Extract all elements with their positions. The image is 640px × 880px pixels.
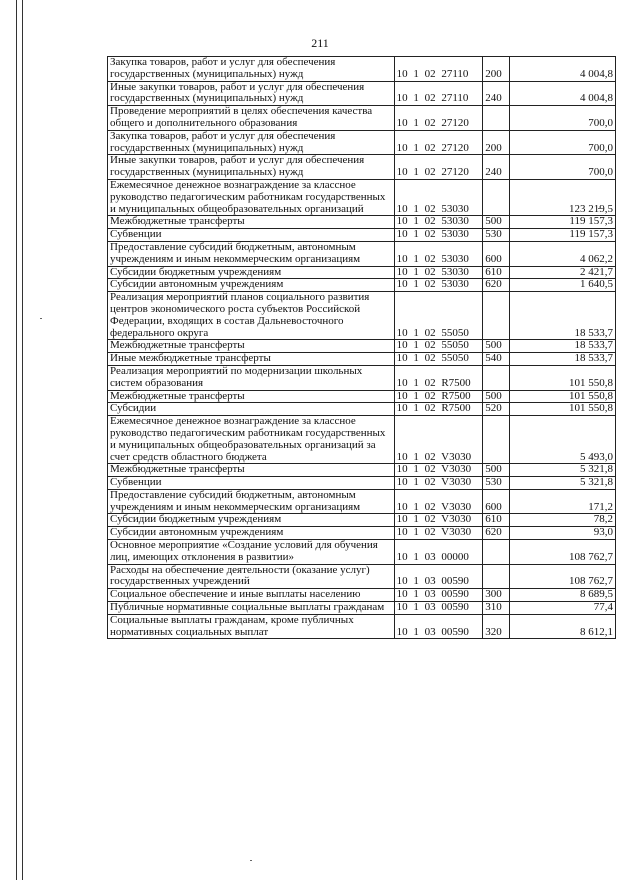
- row-expense-type: 310: [483, 602, 510, 615]
- row-expense-type: 500: [483, 340, 510, 353]
- row-expense-type: 320: [483, 614, 510, 639]
- row-code: 10 1 02 R7500: [394, 403, 483, 416]
- scan-margin-line: [16, 0, 17, 880]
- row-name: Социальные выплаты гражданам, кроме публичных нормативных социальных выплат: [108, 614, 395, 639]
- row-code: 10 1 02 53030: [394, 179, 483, 215]
- row-amount: 700,0: [510, 130, 616, 155]
- row-amount: 171,2: [510, 489, 616, 514]
- row-code: 10 1 03 00590: [394, 564, 483, 589]
- row-amount: 108 762,7: [510, 540, 616, 565]
- row-name: Закупка товаров, работ и услуг для обеспечения государственных (муниципальных) нужд: [108, 130, 395, 155]
- budget-table-body: [108, 57, 616, 639]
- row-code: 10 1 03 00000: [394, 540, 483, 565]
- row-code: 10 1 02 55050: [394, 292, 483, 340]
- table-row: [108, 229, 616, 242]
- row-amount: 700,0: [510, 155, 616, 180]
- row-name: Субвенции: [108, 229, 395, 242]
- row-name: Субсидии автономным учреждениям: [108, 279, 395, 292]
- row-expense-type: 300: [483, 589, 510, 602]
- row-code: 10 1 02 53030: [394, 279, 483, 292]
- row-expense-type: 500: [483, 390, 510, 403]
- row-code: 10 1 02 53030: [394, 266, 483, 279]
- row-expense-type: [483, 292, 510, 340]
- row-name: Предоставление субсидий бюджетным, автономным учреждениям и иным некоммерческим организациям: [108, 489, 395, 514]
- row-code: 10 1 03 00590: [394, 614, 483, 639]
- row-code: 10 1 02 V3030: [394, 416, 483, 464]
- row-name: Межбюджетные трансферты: [108, 390, 395, 403]
- row-amount: 108 762,7: [510, 564, 616, 589]
- row-amount: 8 689,5: [510, 589, 616, 602]
- row-name: Ежемесячное денежное вознаграждение за классное руководство педагогическим работникам государственных и муниципальных общеобразовательных организаций: [108, 179, 395, 215]
- row-amount: 119 157,3: [510, 216, 616, 229]
- row-expense-type: 610: [483, 266, 510, 279]
- page-number: 211: [311, 36, 329, 50]
- table-row: [108, 589, 616, 602]
- table-row: [108, 155, 616, 180]
- row-code: 10 1 02 R7500: [394, 390, 483, 403]
- row-amount: 2 421,7: [510, 266, 616, 279]
- table-row: [108, 130, 616, 155]
- table-row: [108, 477, 616, 490]
- row-expense-type: 240: [483, 155, 510, 180]
- row-amount: 18 533,7: [510, 340, 616, 353]
- row-amount: 101 550,8: [510, 403, 616, 416]
- row-name: Субсидии бюджетным учреждениям: [108, 266, 395, 279]
- row-code: 10 1 03 00590: [394, 602, 483, 615]
- row-code: 10 1 02 55050: [394, 353, 483, 366]
- row-name: Ежемесячное денежное вознаграждение за классное руководство педагогическим работникам государственных и муниципальных общеобразовательных организаций за счет средств областного бюджета: [108, 416, 395, 464]
- table-row: [108, 241, 616, 266]
- row-expense-type: 620: [483, 279, 510, 292]
- row-expense-type: 500: [483, 464, 510, 477]
- row-code: 10 1 02 27120: [394, 155, 483, 180]
- row-code: 10 1 02 V3030: [394, 527, 483, 540]
- row-expense-type: [483, 540, 510, 565]
- table-row: [108, 527, 616, 540]
- table-row: [108, 81, 616, 106]
- row-amount: 101 550,8: [510, 365, 616, 390]
- row-amount: 18 533,7: [510, 353, 616, 366]
- table-row: [108, 279, 616, 292]
- row-expense-type: 530: [483, 477, 510, 490]
- row-expense-type: 200: [483, 130, 510, 155]
- scan-margin-line: [22, 0, 23, 880]
- row-name: Межбюджетные трансферты: [108, 216, 395, 229]
- row-expense-type: 610: [483, 514, 510, 527]
- row-expense-type: [483, 564, 510, 589]
- row-expense-type: [483, 106, 510, 131]
- table-row: [108, 540, 616, 565]
- row-expense-type: 500: [483, 216, 510, 229]
- scan-speck: [40, 318, 42, 319]
- row-amount: 123 219,5: [510, 179, 616, 215]
- row-name: Субвенции: [108, 477, 395, 490]
- table-row: [108, 602, 616, 615]
- row-name: Реализация мероприятий по модернизации школьных систем образования: [108, 365, 395, 390]
- row-name: Расходы на обеспечение деятельности (оказание услуг) государственных учреждений: [108, 564, 395, 589]
- table-row: [108, 416, 616, 464]
- row-expense-type: 240: [483, 81, 510, 106]
- row-name: Иные закупки товаров, работ и услуг для обеспечения государственных (муниципальных) нужд: [108, 155, 395, 180]
- table-row: [108, 564, 616, 589]
- table-row: [108, 179, 616, 215]
- row-code: 10 1 02 27120: [394, 130, 483, 155]
- row-name: Межбюджетные трансферты: [108, 464, 395, 477]
- row-amount: 77,4: [510, 602, 616, 615]
- row-code: 10 1 02 53030: [394, 216, 483, 229]
- row-amount: 700,0: [510, 106, 616, 131]
- budget-table: [107, 56, 616, 639]
- row-code: 10 1 02 V3030: [394, 514, 483, 527]
- row-name: Субсидии: [108, 403, 395, 416]
- table-row: [108, 390, 616, 403]
- row-code: 10 1 02 V3030: [394, 477, 483, 490]
- row-name: Проведение мероприятий в целях обеспечения качества общего и дополнительного образования: [108, 106, 395, 131]
- row-name: Субсидии бюджетным учреждениям: [108, 514, 395, 527]
- row-amount: 4 004,8: [510, 57, 616, 82]
- table-row: [108, 365, 616, 390]
- table-row: [108, 353, 616, 366]
- row-amount: 4 062,2: [510, 241, 616, 266]
- row-code: 10 1 02 27110: [394, 57, 483, 82]
- row-amount: 5 321,8: [510, 464, 616, 477]
- table-row: [108, 266, 616, 279]
- table-row: [108, 106, 616, 131]
- table-row: [108, 514, 616, 527]
- row-expense-type: [483, 365, 510, 390]
- row-expense-type: 530: [483, 229, 510, 242]
- row-name: Межбюджетные трансферты: [108, 340, 395, 353]
- table-row: [108, 464, 616, 477]
- row-name: Реализация мероприятий планов социального развития центров экономического роста субъектов Российской Федерации, входящих в состав Дальневосточного федерального округа: [108, 292, 395, 340]
- row-code: 10 1 02 R7500: [394, 365, 483, 390]
- row-amount: 78,2: [510, 514, 616, 527]
- row-code: 10 1 02 55050: [394, 340, 483, 353]
- table-row: [108, 614, 616, 639]
- row-name: Основное мероприятие «Создание условий для обучения лиц, имеющих отклонения в развитии»: [108, 540, 395, 565]
- table-row: [108, 57, 616, 82]
- row-expense-type: 620: [483, 527, 510, 540]
- table-row: [108, 403, 616, 416]
- row-expense-type: 200: [483, 57, 510, 82]
- row-code: 10 1 02 V3030: [394, 489, 483, 514]
- scan-speck: [250, 860, 252, 861]
- row-amount: 8 612,1: [510, 614, 616, 639]
- row-code: 10 1 02 53030: [394, 241, 483, 266]
- row-name: Публичные нормативные социальные выплаты гражданам: [108, 602, 395, 615]
- row-expense-type: [483, 179, 510, 215]
- row-amount: 4 004,8: [510, 81, 616, 106]
- row-amount: 5 493,0: [510, 416, 616, 464]
- row-code: 10 1 02 27120: [394, 106, 483, 131]
- row-name: Социальное обеспечение и иные выплаты населению: [108, 589, 395, 602]
- row-expense-type: 520: [483, 403, 510, 416]
- row-amount: 18 533,7: [510, 292, 616, 340]
- row-name: Иные межбюджетные трансферты: [108, 353, 395, 366]
- table-row: [108, 292, 616, 340]
- row-amount: 5 321,8: [510, 477, 616, 490]
- row-expense-type: 600: [483, 241, 510, 266]
- row-expense-type: 600: [483, 489, 510, 514]
- row-expense-type: 540: [483, 353, 510, 366]
- row-name: Предоставление субсидий бюджетным, автономным учреждениям и иным некоммерческим организациям: [108, 241, 395, 266]
- table-row: [108, 216, 616, 229]
- row-name: Иные закупки товаров, работ и услуг для обеспечения государственных (муниципальных) нужд: [108, 81, 395, 106]
- row-amount: 101 550,8: [510, 390, 616, 403]
- row-code: 10 1 02 V3030: [394, 464, 483, 477]
- row-code: 10 1 02 27110: [394, 81, 483, 106]
- row-code: 10 1 02 53030: [394, 229, 483, 242]
- row-amount: 119 157,3: [510, 229, 616, 242]
- row-name: Закупка товаров, работ и услуг для обеспечения государственных (муниципальных) нужд: [108, 57, 395, 82]
- row-expense-type: [483, 416, 510, 464]
- row-amount: 1 640,5: [510, 279, 616, 292]
- row-code: 10 1 03 00590: [394, 589, 483, 602]
- row-name: Субсидии автономным учреждениям: [108, 527, 395, 540]
- table-row: [108, 489, 616, 514]
- row-amount: 93,0: [510, 527, 616, 540]
- table-row: [108, 340, 616, 353]
